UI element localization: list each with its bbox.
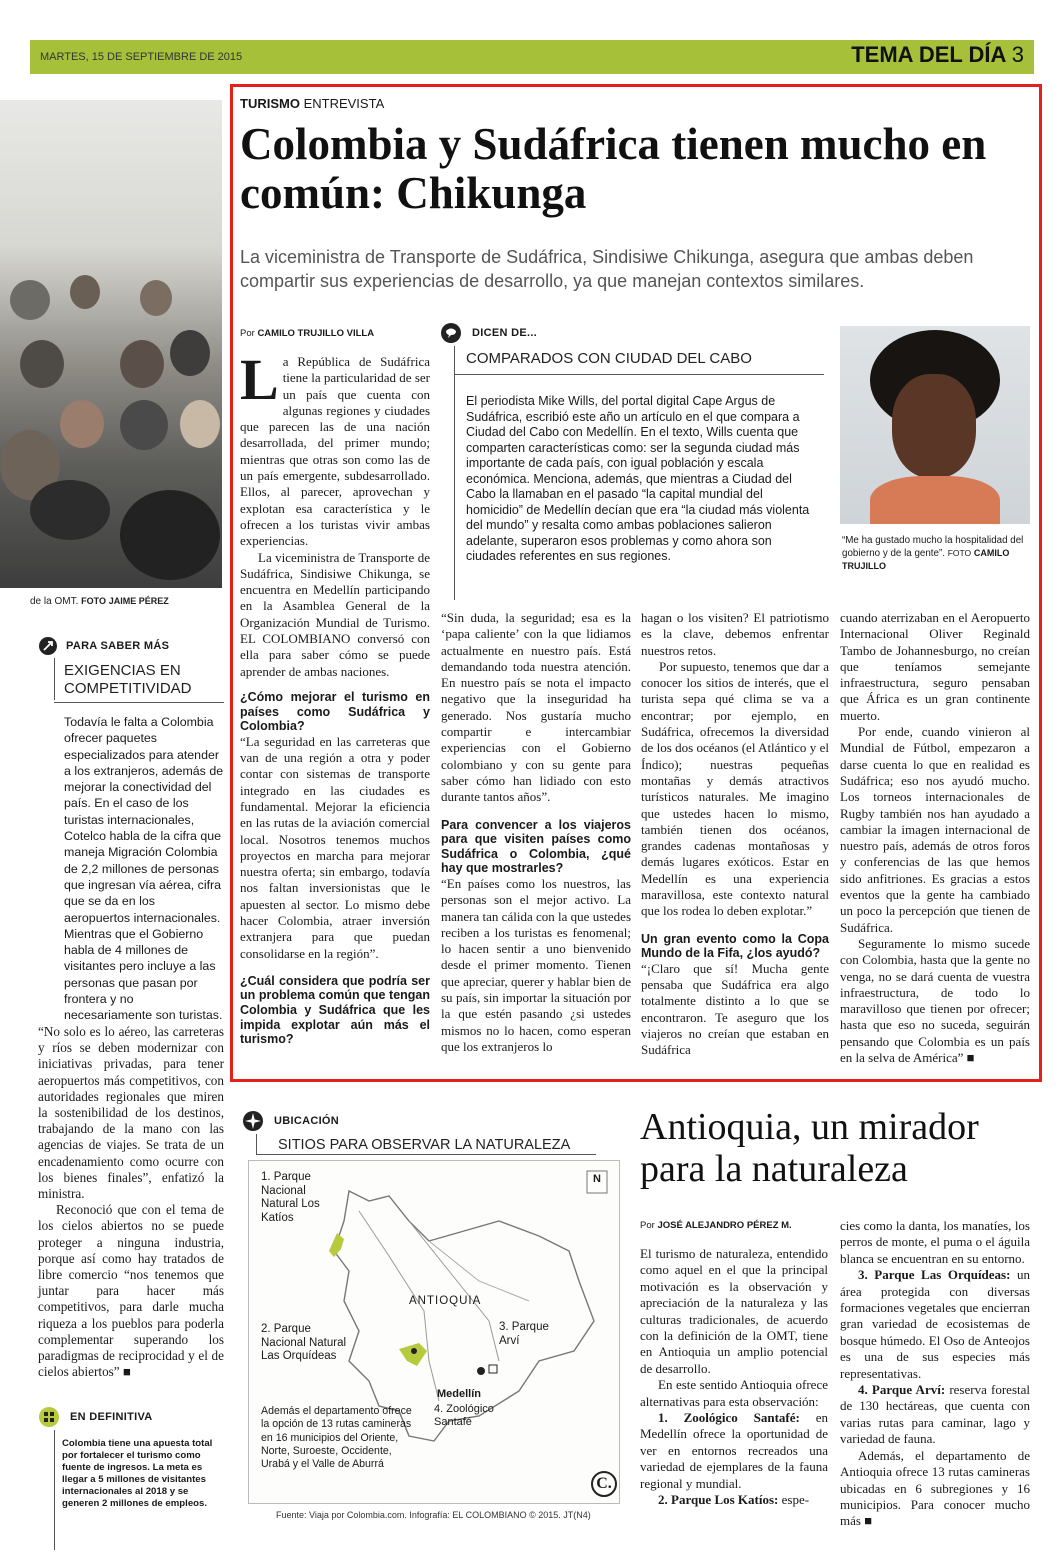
item-zoo-title: 1. Zoológico Santafé: [658,1410,800,1426]
map-label-arvi: 3. Parque Arví [499,1321,549,1347]
medellin-marker [477,1367,485,1375]
map-source: Fuente: Viaja por Colombia.com. Infografía: EL COLOMBIANO © 2015. JT(N4) [276,1510,591,1520]
headline-2: Antioquia, un mirador para la naturaleza [640,1106,979,1190]
byline-2 [640,1220,792,1231]
saber-mas-kicker: PARA SABER MÁS [66,640,170,652]
portrait-caption-text: “Me ha gustado mucho la hospitalidad del gobierno y de la gente”. [842,535,1024,559]
arvi-marker [489,1365,497,1373]
section-name: TEMA DEL DÍA [851,42,1006,67]
map-label-zoo: 4. Zoológico Santafé [434,1403,494,1428]
section-title [851,42,1024,68]
item-orquideas-text: un área protegida con diversas formaciones vegetales que encierran gran variedad de ecosistemas de bosque húmedo. El Oso de Anteojos es una de sus especies más representativas. [840,1267,1031,1381]
byline-pre: Por [240,328,255,339]
answer-1: “La seguridad en las carreteras que van de una región a otra y poder contar con sistemas de transporte integrado en las ciudades es fundamental. Mejorar la eficiencia en las rutas de la aviación comercial local. Nosotros tenemos muchos proyectos en marcha para mejorar nuestra oferta; sin embargo, todavía nos faltan inversionistas que le apuesten al sector. Lo mismo debe hacer Colombia, atraer inversión extranjera para que puedan consolidarse en la región”. [240,733,430,961]
left-paragraph: “No solo es lo aéreo, las carreteras y ríos se deben modernizar con iniciativas privadas, para tener aeropuertos más competitivos, con autoridades regionales que miren la sostenibilidad de los destinos, trabajando de la mano con las agencias de viajes. Se trata de un encadenamiento como ocurre con los bienes finales”, enfatizó la ministra. [38,1024,224,1202]
answer-4: “¡Claro que sí! Mucha gente pensaba que Sudáfrica era algo totalmente distinto a lo que se encontraron. Te aseguro que los viajeros no creían que estaban en Sudáfrica [641,960,829,1058]
byline [240,328,374,339]
dicen-text: El periodista Mike Wills, del portal digital Cape Argus de Sudáfrica, escribió este año un artículo en el que compara a Ciudad del Cabo con Medellín. En el texto, Wills cuenta que comparten características como: ser la segunda ciudad más importante de cada país, con igual población y escala económica. Menciona, además, que mientras a Ciudad del Cabo la llamaban en el pasado “la capital mundial del homicidio” de Medellín decían que era “la ciudad más violenta del mundo” y resalta como ambas poblaciones salieron adelante, superaron esos problemas y como ahora son ciudades referentes en sus regiones. [466,394,810,563]
map-label-katios: 1. Parque Nacional Natural Los Katíos [261,1171,320,1224]
left-paragraph: Reconoció que con el tema de los cielos abiertos no se puede proteger a ninguna industria, porque así como hay tratados de libre comercio “nos tenemos que juntar para hacer más competitivos, para darle mucha riqueza a los pueblos para poderla complementar superando los paradigmas de reciprocidad y el de cielos abiertos” ■ [38,1202,224,1380]
dicen-title: COMPARADOS CON CIUDAD DEL CABO [466,350,752,367]
portrait-credit-label: FOTO [947,548,972,558]
a2-paragraph: Además, el departamento de Antioquia ofrece 13 rutas camineras ubicadas en 6 subregiones y 16 municipios. Para conocer mucho más ■ [840,1447,1030,1529]
map-label-orquideas: 2. Parque Nacional Natural Las Orquídeas [261,1323,347,1362]
article2-col-2 [840,1218,1030,1530]
map-region-label: ANTIOQUIA [409,1295,482,1307]
answer-3: “En países como los nuestros, las personas son el mejor activo. La manera tan cálida con la que ustedes reciben a los turistas es fenomenal; lo hacen sentir a uno bienvenido desde el primer momento. Tienen que apreciar, querer y hablar bien de su país, sin importar la situación por la que estén pasando ¿si ustedes mismos no lo hacen, como esperan que los extranjeros lo [441,875,631,1054]
caption-text: de la OMT. [30,596,79,607]
page-number: 3 [1011,42,1024,67]
article-col-1 [240,347,430,1047]
question-4: Un gran evento como la Copa Mundo de la Fifa, ¿los ayudó? [641,931,829,961]
map-city-label: Medellín [437,1388,482,1400]
dicen-box [440,322,830,565]
kicker-bold: TURISMO [240,96,300,111]
col4-paragraph-3: Seguramente lo mismo sucede con Colombia, hasta que la gente no venga, no se dará cuenta de vuestra infraestructura, de todo lo maravilloso que tienen por ofrecer; hasta que eso no suceda, seguirán pensando que Colombia es un país en la selva de América” ■ [840,935,1030,1066]
a2-paragraph: En este sentido Antioquia ofrece alternativas para esta observación: [640,1377,828,1409]
definitiva-icon [38,1406,60,1428]
compass-icon [242,1110,264,1132]
photo-credit: JAIME PÉREZ [108,596,169,606]
event-photo [0,100,222,588]
col1-paragraph-2: La viceministra de Transporte de Sudáfrica, Sindisiwe Chikunga, se encuentra en Medellín participando en la Asamblea General de la Organización Mundial de Turismo. EL COLOMBIANO conversó con ella para saber cómo se puede aprender de ambas naciones. [240,549,430,679]
item-orquideas-title: 3. Parque Las Orquídeas: [858,1267,1011,1283]
portrait-caption [842,534,1030,573]
map-kicker: UBICACIÓN [274,1115,340,1127]
item-zoo-text: en Medellín ofrece la oportunidad de ver en entornos recreados una variedad de ejemplares de la fauna regional y mundial. [640,1410,828,1491]
saber-mas-title: EXIGENCIAS EN COMPETITIVIDAD [64,662,192,697]
question-3: Para convencer a los viajeros para que visiten países como Sudáfrica o Colombia, ¿qué hay que mostrarles? [441,817,631,876]
issue-date: MARTES, 15 DE SEPTIEMBRE DE 2015 [40,51,243,63]
article-kicker [240,96,384,111]
pin-icon [38,636,58,656]
question-1: ¿Cómo mejorar el turismo en países como Sudáfrica y Colombia? [240,689,430,734]
left-column-text [38,1024,224,1380]
item-arvi-title: 4. Parque Arví: [858,1382,946,1398]
newspaper-logo: C. [591,1471,617,1497]
byline2-pre: Por [640,1220,655,1231]
article2-col-1 [640,1246,828,1509]
map-header [242,1110,632,1154]
speech-icon [440,322,462,344]
deck: La viceministra de Transporte de Sudáfrica, Sindisiwe Chikunga, asegura que ambas deben compartir sus experiencias de desarrollo, ya que manejan contextos similares. [240,247,974,291]
col3-paragraph-2: Por supuesto, tenemos que dar a conocer los sitios de interés, que el turista sepa qué clima se va a encontrar; por ejemplo, en Sudáfrica, ofrecemos la diversidad de los dos océanos (el Atlántico y el Índico); nuestras pequeñas montañas y demás atractivos turísticos naturales. Me imagino que ustedes hacen lo mismo, también tienen dos océanos, grandes cadenas montañosas y demás lugares exóticos. Estar en Medellín es una experiencia maravillosa, este contexto natural que los rodea lo deben explotar.” [641,658,829,919]
item-katios-text: espe- [778,1492,810,1508]
a2-paragraph: cies como la danta, los manatíes, los perros de monte, el puma o el águila blanca se encuentran en su entorno. [840,1218,1030,1266]
orquideas-marker [399,1343,427,1366]
byline2-name: JOSÉ ALEJANDRO PÉREZ M. [657,1220,792,1231]
col3-paragraph-1: hagan o los visiten? El patriotismo es la clave, debemos enfrentar nuestros retos. [641,610,829,658]
item-arvi-text: reserva forestal de 130 hectáreas, que cuenta con varias rutas para caminar, lago y variedad de fauna. [840,1382,1031,1447]
definitiva-box [38,1406,228,1510]
map [248,1160,620,1504]
map-title: SITIOS PARA OBSERVAR LA NATURALEZA [278,1137,571,1153]
article-col-3 [641,610,829,1059]
katios-marker [329,1233,344,1257]
headline: Colombia y Sudáfrica tienen mucho en común: Chikunga [240,119,987,218]
portrait-photo [840,326,1030,524]
drop-cap: L [240,347,279,412]
answer-2: “Sin duda, la seguridad; esa es la ‘papa caliente’ con la que lidiamos actualmente en nuestro país. Está demandando toda nuestra atención. En nuestro país se nota el impacto negativo que la inseguridad ha generado. Nos gustaría mucho compartir e intercambiar experiencias con el Gobierno colombiano y con su gente para saber cómo han lidiado con esto durante tantos años”. [441,610,631,805]
saber-mas-text: Todavía le falta a Colombia ofrecer paquetes especializados para atender a los extranjeros, además de mejorar la conectividad del país. En el caso de los turistas internacionales, Cotelco habla de la cifra que maneja Migración Colombia de 2,2 millones de personas que ingresan vía aérea, cifra que se da en los aeropuertos internacionales. Mientras que el Gobierno habla de 4 millones de visitantes pero incluye a las personas que pasan por frontera y no necesariamente son turistas. [64,715,224,1023]
definitiva-kicker: EN DEFINITIVA [70,1411,153,1423]
definitiva-text: Colombia tiene una apuesta total por fortalecer el turismo como fuente de ingresos. La meta es llegar a 5 millones de visitantes internacionales al 2018 y se generen 2 millones de empleos. [62,1438,213,1509]
kicker-rest: ENTREVISTA [303,96,385,111]
col1-paragraph-1: a República de Sudáfrica tiene la particularidad de ser un país que cuenta con algunas regiones y ciudades que parecen las de una nación desarrollada, del primer mundo; mientras que otras son como las de un país emergente, subdesarrollado. Ellos, al parecer, aprovechan y explotan esa característica y le ofrecen a los turistas vivir ambas experiencias. [240,354,430,549]
portrait-credit: CAMILO TRUJILLO [842,548,1010,571]
page-header [30,40,1034,74]
saber-mas-box [38,636,228,698]
north-indicator: N [593,1173,601,1185]
col4-paragraph-2: Por ende, cuando vinieron al Mundial de Fútbol, empezaron a darse cuenta lo que en realidad es Sudáfrica; eso nos ayudó mucho. Los torneos internacionales de Rugby también nos han ayudado a cambiar la imagen internacional de nuestro país, además de otros foros y conferencias de las que hemos sido anfitriones. Es gracias a estos eventos que la gente ha cambiado un poco la percepción que tienen de Sudáfrica. [840,724,1030,935]
map-note: Además el departamento ofrece la opción de 13 rutas camineras en 16 municipios del Oriente, Norte, Suroeste, Occidente, Urabá y el Valle de Aburrá [261,1405,412,1471]
item-katios-title: 2. Parque Los Katíos: [658,1492,779,1508]
credit-label: FOTO [81,596,106,606]
question-2: ¿Cuál considera que podría ser un problema común que tengan Colombia y Sudáfrica que les impida explotar aún más el turismo? [240,973,430,1047]
byline-name: CAMILO TRUJILLO VILLA [257,328,375,339]
col4-paragraph-1: cuando aterrizaban en el Aeropuerto Internacional Oliver Reginald Tambo de Johannesburgo, no creían que teníamos semejante infraestructura, seguro pensaban que África es un gran continente muerto. [840,610,1030,723]
dicen-kicker: DICEN DE... [472,327,538,339]
article-col-2 [441,610,631,1055]
photo-caption [30,596,220,607]
article-col-4 [840,610,1030,1066]
a2-paragraph: El turismo de naturaleza, entendido como aquel en el que la principal motivación es la observación y apreciación de la naturaleza y las culturas tradicionales, de acuerdo con la definición de la OMT, tiene en Antioquia un amplio potencial de desarrollo. [640,1246,828,1376]
